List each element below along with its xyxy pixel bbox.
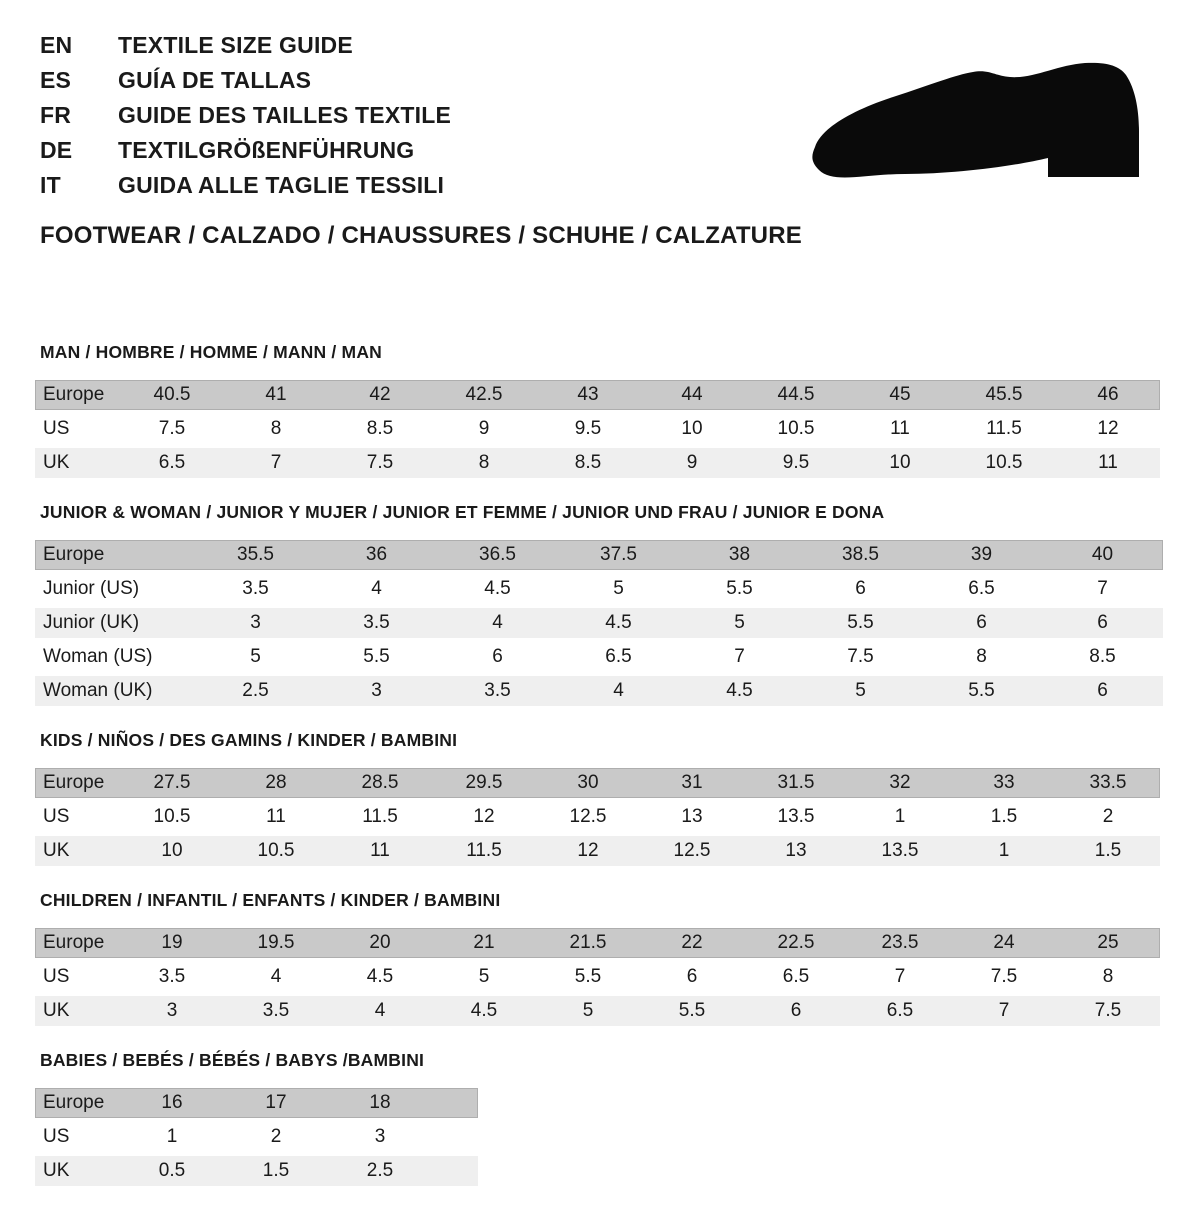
size-value: 27.5 bbox=[153, 772, 191, 793]
guide-title-it: GUIDA ALLE TAGLIE TESSILI bbox=[118, 172, 445, 198]
size-value: 1.5 bbox=[990, 806, 1018, 827]
row-label: UK bbox=[43, 1000, 70, 1021]
language-row bbox=[40, 63, 451, 98]
size-value: 31.5 bbox=[777, 772, 815, 793]
size-value: 4 bbox=[613, 680, 624, 701]
size-value: 33.5 bbox=[1089, 772, 1127, 793]
size-value: 8 bbox=[270, 418, 282, 439]
size-value: 4.5 bbox=[726, 680, 753, 701]
language-code: FR bbox=[40, 102, 72, 128]
size-value: 5.5 bbox=[574, 966, 602, 987]
table-row bbox=[35, 574, 1163, 604]
size-value: 42.5 bbox=[465, 384, 503, 405]
size-value: 1 bbox=[998, 840, 1010, 861]
size-table-section-children bbox=[35, 890, 1165, 1026]
size-value: 2.5 bbox=[242, 680, 269, 701]
size-value: 4.5 bbox=[470, 1000, 498, 1021]
size-value: 12.5 bbox=[673, 840, 711, 861]
size-tables bbox=[35, 342, 1165, 1210]
size-value: 7 bbox=[998, 1000, 1010, 1021]
size-value: 1.5 bbox=[262, 1160, 290, 1181]
language-row bbox=[40, 133, 451, 168]
language-code: ES bbox=[40, 67, 72, 93]
size-value: 4.5 bbox=[484, 578, 511, 599]
size-value: 8.5 bbox=[574, 452, 602, 473]
size-value: 38 bbox=[728, 544, 751, 565]
size-value: 1 bbox=[166, 1126, 178, 1147]
size-value: 16 bbox=[161, 1092, 183, 1113]
size-value: 5 bbox=[478, 966, 490, 987]
size-value: 5 bbox=[734, 612, 745, 633]
size-value: 30 bbox=[577, 772, 599, 793]
size-value: 10.5 bbox=[257, 840, 295, 861]
size-value: 7.5 bbox=[158, 418, 186, 439]
size-value: 8.5 bbox=[366, 418, 394, 439]
dress-shoe-icon bbox=[805, 52, 1150, 227]
table-row bbox=[35, 996, 1160, 1026]
guide-title-en: TEXTILE SIZE GUIDE bbox=[118, 32, 353, 58]
size-value: 4.5 bbox=[366, 966, 394, 987]
size-value: 6 bbox=[790, 1000, 802, 1021]
size-value: 7 bbox=[270, 452, 282, 473]
size-value: 7 bbox=[1097, 578, 1108, 599]
size-value: 7 bbox=[734, 646, 745, 667]
size-value: 31 bbox=[681, 772, 703, 793]
row-label: US bbox=[43, 806, 70, 827]
size-value: 6.5 bbox=[886, 1000, 914, 1021]
size-value: 21 bbox=[473, 932, 495, 953]
size-value: 7.5 bbox=[990, 966, 1018, 987]
size-value: 13.5 bbox=[777, 806, 815, 827]
size-value: 42 bbox=[369, 384, 391, 405]
table-header-row bbox=[35, 1088, 478, 1118]
size-value: 4 bbox=[270, 966, 282, 987]
size-value: 12 bbox=[577, 840, 599, 861]
size-value: 43 bbox=[577, 384, 599, 405]
size-table bbox=[35, 540, 1165, 706]
size-value: 3.5 bbox=[484, 680, 511, 701]
size-value: 5 bbox=[855, 680, 866, 701]
size-value: 12 bbox=[1097, 418, 1119, 439]
size-table-section-babies bbox=[35, 1050, 1165, 1186]
language-row bbox=[40, 98, 451, 133]
size-value: 22 bbox=[681, 932, 703, 953]
size-value: 46 bbox=[1097, 384, 1119, 405]
size-table bbox=[35, 380, 1165, 478]
table-row bbox=[35, 642, 1163, 672]
size-value: 9 bbox=[686, 452, 698, 473]
size-value: 36.5 bbox=[479, 544, 516, 565]
size-value: 6.5 bbox=[158, 452, 186, 473]
size-value: 40 bbox=[1091, 544, 1114, 565]
size-value: 11 bbox=[266, 806, 286, 827]
table-header-row bbox=[35, 380, 1160, 410]
size-value: 9.5 bbox=[574, 418, 602, 439]
size-value: 6 bbox=[686, 966, 698, 987]
size-value: 12 bbox=[473, 806, 495, 827]
size-value: 2.5 bbox=[366, 1160, 394, 1181]
size-value: 3 bbox=[374, 1126, 386, 1147]
size-value: 13 bbox=[681, 806, 703, 827]
size-value: 8 bbox=[976, 646, 987, 667]
table-row bbox=[35, 962, 1160, 992]
row-label: Woman (US) bbox=[43, 646, 153, 667]
size-value: 5 bbox=[250, 646, 261, 667]
size-value: 20 bbox=[369, 932, 391, 953]
size-table-section-kids bbox=[35, 730, 1165, 866]
size-value: 3.5 bbox=[158, 966, 186, 987]
size-value: 13.5 bbox=[881, 840, 919, 861]
category-title: FOOTWEAR / CALZADO / CHAUSSURES / SCHUHE / CALZATURE bbox=[40, 222, 802, 249]
size-value: 39 bbox=[970, 544, 993, 565]
language-row bbox=[40, 168, 451, 203]
size-value: 8 bbox=[478, 452, 490, 473]
table-row bbox=[35, 1122, 478, 1152]
size-value: 2 bbox=[270, 1126, 282, 1147]
table-row bbox=[35, 1156, 478, 1186]
size-value: 5.5 bbox=[363, 646, 390, 667]
table-header-row bbox=[35, 540, 1163, 570]
size-value: 21.5 bbox=[569, 932, 607, 953]
row-label: Europe bbox=[43, 544, 105, 565]
size-value: 10.5 bbox=[985, 452, 1023, 473]
size-value: 13 bbox=[785, 840, 807, 861]
size-value: 38.5 bbox=[842, 544, 879, 565]
size-value: 44.5 bbox=[777, 384, 815, 405]
size-value: 45 bbox=[889, 384, 911, 405]
section-title: KIDS / NIÑOS / DES GAMINS / KINDER / BAMBINI bbox=[40, 730, 458, 750]
size-value: 22.5 bbox=[777, 932, 815, 953]
table-header-row bbox=[35, 928, 1160, 958]
size-value: 4 bbox=[492, 612, 503, 633]
language-code: DE bbox=[40, 137, 73, 163]
row-label: Europe bbox=[43, 772, 105, 793]
size-value: 9.5 bbox=[782, 452, 810, 473]
size-table bbox=[35, 768, 1165, 866]
row-label: UK bbox=[43, 452, 70, 473]
row-label: Junior (US) bbox=[43, 578, 140, 599]
size-value: 6.5 bbox=[968, 578, 995, 599]
table-row bbox=[35, 676, 1163, 706]
size-table-section-man bbox=[35, 342, 1165, 478]
size-value: 9 bbox=[478, 418, 490, 439]
size-value: 11.5 bbox=[362, 806, 398, 827]
size-value: 3 bbox=[166, 1000, 178, 1021]
size-value: 5 bbox=[582, 1000, 594, 1021]
row-label: Woman (UK) bbox=[43, 680, 153, 701]
size-value: 5.5 bbox=[678, 1000, 706, 1021]
size-table bbox=[35, 928, 1165, 1026]
row-label: Junior (UK) bbox=[43, 612, 140, 633]
size-value: 6 bbox=[855, 578, 866, 599]
language-code: EN bbox=[40, 32, 73, 58]
section-title: MAN / HOMBRE / HOMME / MANN / MAN bbox=[40, 342, 382, 362]
size-value: 32 bbox=[889, 772, 911, 793]
language-code: IT bbox=[40, 172, 61, 198]
row-label: Europe bbox=[43, 384, 105, 405]
size-value: 12.5 bbox=[569, 806, 607, 827]
size-value: 3 bbox=[250, 612, 261, 633]
size-value: 5 bbox=[613, 578, 624, 599]
row-label: US bbox=[43, 418, 70, 439]
size-value: 4 bbox=[374, 1000, 386, 1021]
size-value: 33 bbox=[993, 772, 1015, 793]
size-value: 24 bbox=[993, 932, 1015, 953]
size-value: 1.5 bbox=[1094, 840, 1122, 861]
row-label: UK bbox=[43, 1160, 70, 1181]
size-value: 19.5 bbox=[257, 932, 295, 953]
row-label: Europe bbox=[43, 1092, 105, 1113]
size-value: 10.5 bbox=[777, 418, 815, 439]
row-label: UK bbox=[43, 840, 70, 861]
size-value: 6.5 bbox=[605, 646, 632, 667]
table-row bbox=[35, 836, 1160, 866]
size-value: 0.5 bbox=[158, 1160, 186, 1181]
size-value: 11 bbox=[890, 418, 910, 439]
size-value: 11.5 bbox=[466, 840, 502, 861]
size-value: 3.5 bbox=[262, 1000, 290, 1021]
size-value: 10 bbox=[161, 840, 183, 861]
size-value: 3.5 bbox=[242, 578, 269, 599]
size-value: 11.5 bbox=[986, 418, 1022, 439]
size-value: 6 bbox=[1097, 680, 1108, 701]
section-title: CHILDREN / INFANTIL / ENFANTS / KINDER / BAMBINI bbox=[40, 890, 501, 910]
size-value: 23.5 bbox=[881, 932, 919, 953]
size-value: 5.5 bbox=[968, 680, 995, 701]
size-value: 2 bbox=[1102, 806, 1114, 827]
section-title: BABIES / BEBÉS / BÉBÉS / BABYS /BAMBINI bbox=[40, 1050, 425, 1070]
size-value: 11 bbox=[1098, 452, 1118, 473]
size-value: 44 bbox=[681, 384, 703, 405]
size-value: 5.5 bbox=[726, 578, 753, 599]
size-value: 6.5 bbox=[782, 966, 810, 987]
row-label: US bbox=[43, 966, 70, 987]
guide-title-de: TEXTILGRÖßENFÜHRUNG bbox=[118, 137, 415, 163]
size-value: 7.5 bbox=[1094, 1000, 1122, 1021]
size-value: 8.5 bbox=[1089, 646, 1116, 667]
guide-title-fr: GUIDE DES TAILLES TEXTILE bbox=[118, 102, 451, 128]
size-table bbox=[35, 1088, 1165, 1186]
language-guide-titles bbox=[40, 28, 451, 203]
size-value: 6 bbox=[492, 646, 503, 667]
row-label: Europe bbox=[43, 932, 105, 953]
row-label: US bbox=[43, 1126, 70, 1147]
guide-title-es: GUÍA DE TALLAS bbox=[118, 67, 312, 93]
size-value: 37.5 bbox=[600, 544, 637, 565]
size-value: 35.5 bbox=[237, 544, 274, 565]
size-value: 4.5 bbox=[605, 612, 632, 633]
size-value: 6 bbox=[1097, 612, 1108, 633]
size-value: 45.5 bbox=[985, 384, 1023, 405]
size-value: 41 bbox=[265, 384, 287, 405]
size-value: 7 bbox=[894, 966, 906, 987]
size-value: 28.5 bbox=[361, 772, 399, 793]
size-value: 4 bbox=[371, 578, 382, 599]
table-row bbox=[35, 448, 1160, 478]
language-row bbox=[40, 28, 451, 63]
size-value: 1 bbox=[894, 806, 906, 827]
size-value: 17 bbox=[265, 1092, 287, 1113]
size-value: 10 bbox=[889, 452, 911, 473]
table-row bbox=[35, 414, 1160, 444]
size-value: 19 bbox=[161, 932, 183, 953]
size-value: 3.5 bbox=[363, 612, 390, 633]
size-value: 18 bbox=[369, 1092, 391, 1113]
table-header-row bbox=[35, 768, 1160, 798]
size-value: 3 bbox=[371, 680, 382, 701]
section-title: JUNIOR & WOMAN / JUNIOR Y MUJER / JUNIOR ET FEMME / JUNIOR UND FRAU / JUNIOR E DONA bbox=[40, 502, 885, 522]
size-value: 29.5 bbox=[465, 772, 503, 793]
size-value: 11 bbox=[370, 840, 390, 861]
size-value: 5.5 bbox=[847, 612, 874, 633]
table-row bbox=[35, 608, 1163, 638]
size-value: 10.5 bbox=[153, 806, 191, 827]
size-value: 28 bbox=[265, 772, 287, 793]
size-value: 40.5 bbox=[153, 384, 191, 405]
size-value: 7.5 bbox=[847, 646, 874, 667]
size-value: 36 bbox=[365, 544, 388, 565]
size-value: 10 bbox=[681, 418, 703, 439]
size-value: 7.5 bbox=[366, 452, 394, 473]
size-value: 8 bbox=[1102, 966, 1114, 987]
size-table-section-junior-woman bbox=[35, 502, 1165, 706]
size-value: 6 bbox=[976, 612, 987, 633]
table-row bbox=[35, 802, 1160, 832]
size-value: 25 bbox=[1097, 932, 1119, 953]
